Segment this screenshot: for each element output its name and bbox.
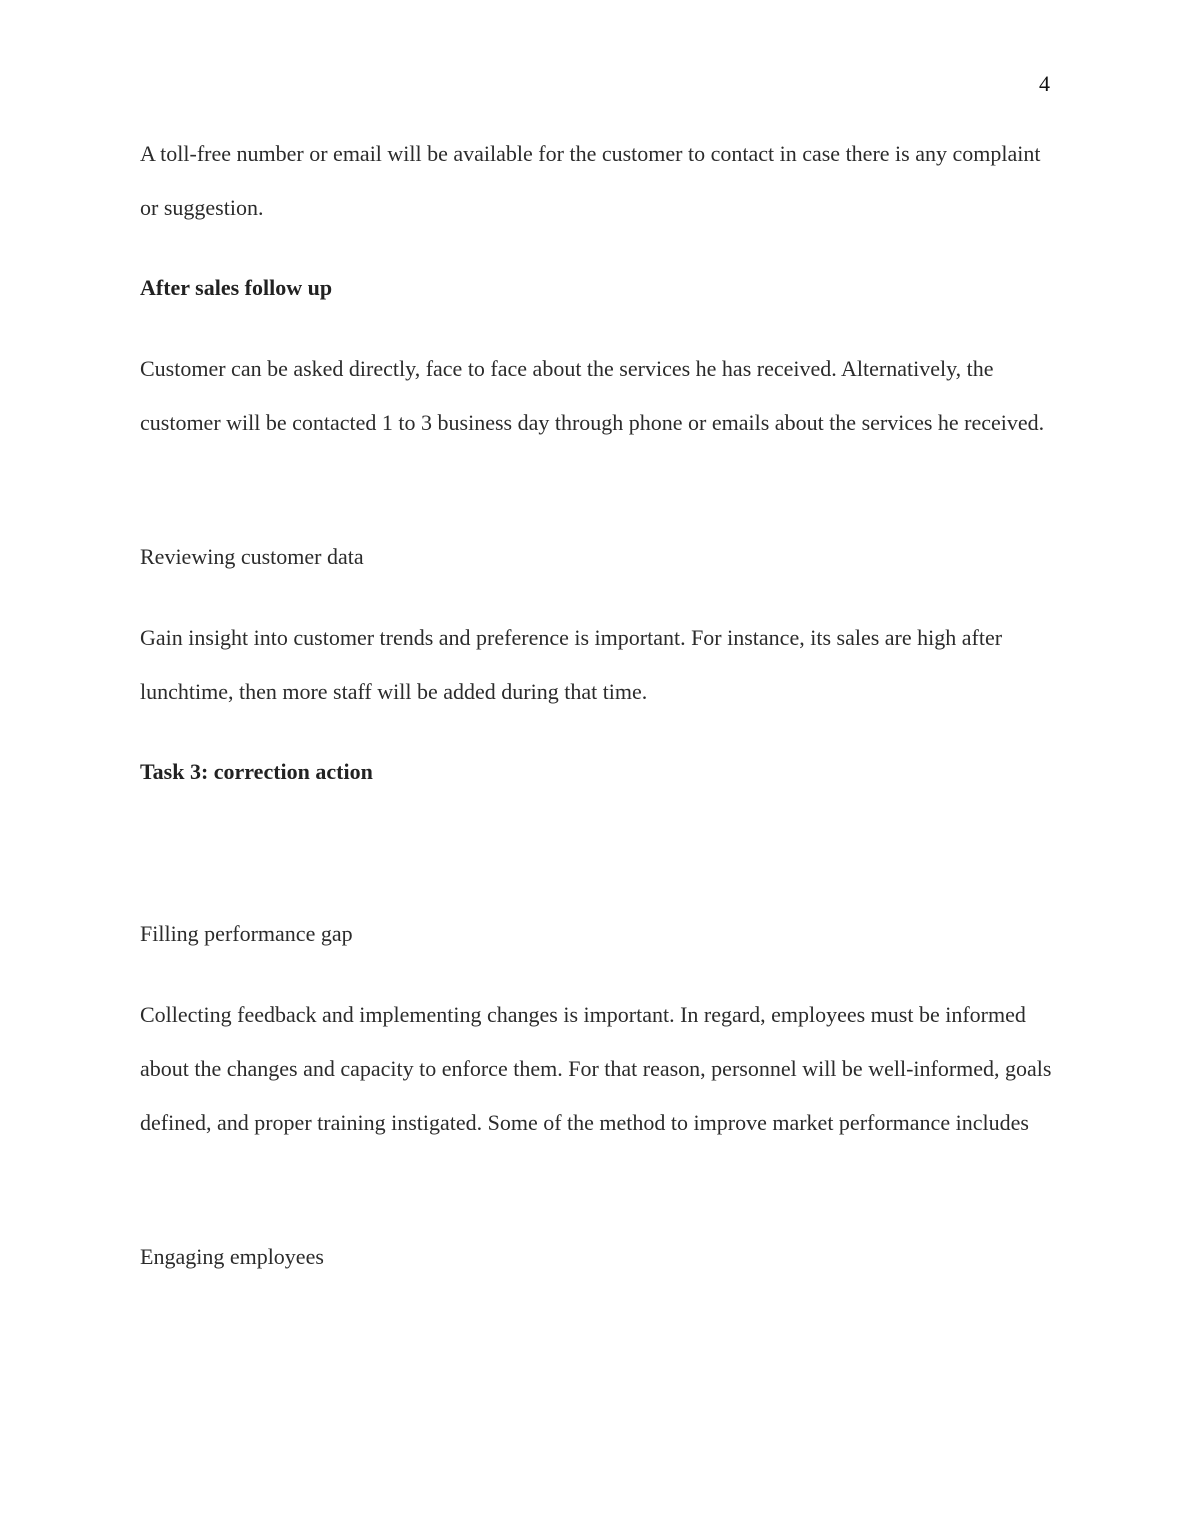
subheading-reviewing-customer-data: Reviewing customer data bbox=[140, 544, 364, 569]
heading-after-sales-follow-up: After sales follow up bbox=[140, 275, 333, 300]
heading-task-3: Task 3: correction action bbox=[140, 759, 373, 784]
paragraph-customer-insight: Gain insight into customer trends and preference is important. For instance, its sales are high after lunchtime, then more staff will be added during that time. bbox=[140, 625, 1003, 704]
paragraph-contact-info: A toll-free number or email will be available for the customer to contact in case there is any complaint or suggestion. bbox=[140, 141, 1041, 220]
paragraph-follow-up: Customer can be asked directly, face to face about the services he has received. Alternatively, the customer will be contacted 1 to 3 business day through phone or emails about the services he received. bbox=[140, 356, 1045, 435]
page-number: 4 bbox=[1039, 71, 1050, 96]
subheading-filling-performance-gap: Filling performance gap bbox=[140, 921, 353, 946]
subheading-engaging-employees: Engaging employees bbox=[140, 1244, 324, 1269]
paragraph-feedback-changes: Collecting feedback and implementing changes is important. In regard, employees must be informed about the changes and capacity to enforce them. For that reason, personnel will be well-informed, goals defined, and proper training instigated. Some of the method to improve market performance includes bbox=[140, 1002, 1052, 1135]
